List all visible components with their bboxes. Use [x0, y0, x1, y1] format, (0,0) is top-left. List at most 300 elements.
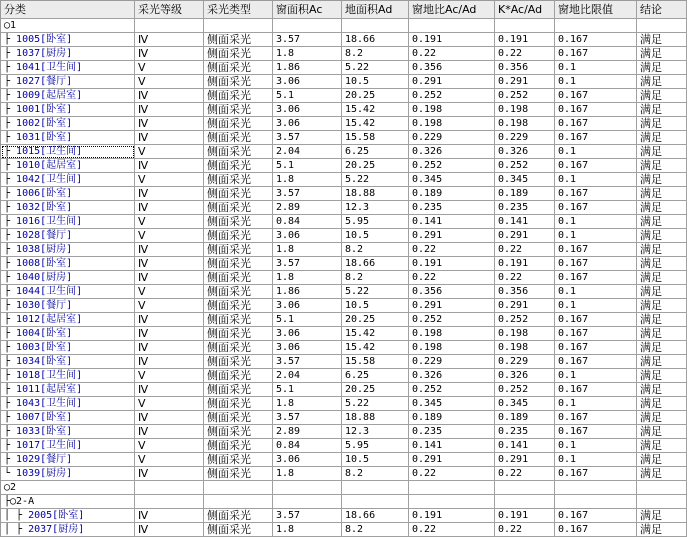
cell-lighting-grade: Ⅳ — [135, 509, 204, 523]
table-row[interactable] — [1, 285, 687, 299]
group-row[interactable] — [1, 495, 687, 509]
cell-window-floor-ratio: 0.252 — [409, 159, 495, 173]
table-row[interactable] — [1, 131, 687, 145]
group-row[interactable] — [1, 481, 687, 495]
empty-cell — [135, 481, 204, 495]
room-label-cell[interactable] — [1, 243, 135, 257]
table-row[interactable] — [1, 467, 687, 481]
cell-lighting-type: 侧面采光 — [204, 271, 273, 285]
cell-lighting-grade: Ⅳ — [135, 103, 204, 117]
room-label-cell[interactable] — [1, 425, 135, 439]
cell-floor-area: 10.5 — [342, 299, 409, 313]
cell-lighting-grade: Ⅳ — [135, 355, 204, 369]
room-label: 1044[卫生间] — [16, 286, 83, 297]
tree-branch-icon: ├ — [4, 104, 17, 115]
cell-ratio-limit: 0.1 — [555, 397, 637, 411]
cell-conclusion: 满足 — [637, 327, 687, 341]
room-label-cell[interactable] — [1, 383, 135, 397]
cell-k-ratio: 0.141 — [495, 215, 555, 229]
tree-branch-icon: ├ — [4, 48, 17, 59]
table-row[interactable] — [1, 159, 687, 173]
table-row[interactable] — [1, 397, 687, 411]
cell-window-floor-ratio: 0.22 — [409, 467, 495, 481]
cell-lighting-grade: Ⅴ — [135, 173, 204, 187]
cell-conclusion: 满足 — [637, 33, 687, 47]
cell-floor-area: 5.22 — [342, 397, 409, 411]
room-label: 1010[起居室] — [16, 160, 83, 171]
table-row[interactable] — [1, 439, 687, 453]
table-row[interactable] — [1, 215, 687, 229]
empty-cell — [637, 495, 687, 509]
room-label-cell[interactable] — [1, 173, 135, 187]
tree-branch-icon: ├ — [4, 160, 17, 171]
cell-floor-area: 5.22 — [342, 285, 409, 299]
room-label: 1007[卧室] — [16, 412, 73, 423]
cell-window-area: 3.57 — [273, 33, 342, 47]
room-label-cell[interactable] — [1, 215, 135, 229]
room-label-cell[interactable] — [1, 61, 135, 75]
room-label-cell[interactable] — [1, 467, 135, 481]
table-row[interactable] — [1, 327, 687, 341]
cell-window-area: 3.57 — [273, 131, 342, 145]
tree-branch-icon: │ ├ — [4, 524, 29, 535]
cell-window-area: 3.06 — [273, 453, 342, 467]
table-row[interactable] — [1, 33, 687, 47]
room-label-cell[interactable] — [1, 411, 135, 425]
cell-lighting-grade: Ⅳ — [135, 425, 204, 439]
empty-cell — [637, 19, 687, 33]
tree-branch-icon: ├ — [4, 398, 17, 409]
room-label-cell[interactable] — [1, 369, 135, 383]
cell-window-area: 3.06 — [273, 117, 342, 131]
cell-k-ratio: 0.22 — [495, 243, 555, 257]
cell-k-ratio: 0.252 — [495, 313, 555, 327]
cell-conclusion: 满足 — [637, 243, 687, 257]
cell-window-area: 0.84 — [273, 215, 342, 229]
cell-ratio-limit: 0.167 — [555, 117, 637, 131]
cell-lighting-type: 侧面采光 — [204, 145, 273, 159]
column-header-lighting-grade[interactable]: 采光等级 — [135, 1, 204, 19]
cell-window-floor-ratio: 0.326 — [409, 369, 495, 383]
column-header-category[interactable]: 分类 — [1, 1, 135, 19]
cell-conclusion: 满足 — [637, 201, 687, 215]
table-body — [1, 19, 687, 537]
tree-branch-icon: ├ — [4, 216, 17, 227]
cell-k-ratio: 0.252 — [495, 159, 555, 173]
cell-floor-area: 15.58 — [342, 131, 409, 145]
room-label-cell[interactable] — [1, 75, 135, 89]
room-label-cell[interactable] — [1, 103, 135, 117]
cell-window-area: 5.1 — [273, 383, 342, 397]
room-label-cell[interactable] — [1, 313, 135, 327]
cell-conclusion: 满足 — [637, 257, 687, 271]
cell-window-area: 1.86 — [273, 285, 342, 299]
cell-window-area: 1.8 — [273, 397, 342, 411]
room-label-cell[interactable] — [1, 201, 135, 215]
cell-ratio-limit: 0.1 — [555, 453, 637, 467]
cell-lighting-grade: Ⅴ — [135, 75, 204, 89]
table-row[interactable] — [1, 201, 687, 215]
table-row[interactable] — [1, 271, 687, 285]
cell-conclusion: 满足 — [637, 285, 687, 299]
cell-lighting-grade: Ⅳ — [135, 271, 204, 285]
cell-ratio-limit: 0.1 — [555, 75, 637, 89]
room-label-cell[interactable] — [1, 257, 135, 271]
cell-lighting-type: 侧面采光 — [204, 201, 273, 215]
cell-floor-area: 18.88 — [342, 411, 409, 425]
cell-window-area: 2.04 — [273, 369, 342, 383]
cell-k-ratio: 0.229 — [495, 131, 555, 145]
room-label-cell[interactable] — [1, 453, 135, 467]
cell-ratio-limit: 0.167 — [555, 355, 637, 369]
column-header-conclusion[interactable]: 结论 — [637, 1, 687, 19]
table-row[interactable] — [1, 453, 687, 467]
cell-lighting-grade: Ⅳ — [135, 243, 204, 257]
column-header-lighting-type[interactable]: 采光类型 — [204, 1, 273, 19]
tree-branch-icon: └ — [4, 468, 17, 479]
cell-ratio-limit: 0.167 — [555, 313, 637, 327]
cell-lighting-type: 侧面采光 — [204, 397, 273, 411]
cell-k-ratio: 0.356 — [495, 285, 555, 299]
cell-window-floor-ratio: 0.198 — [409, 327, 495, 341]
room-label: 1032[卧室] — [16, 202, 73, 213]
tree-branch-icon: │ ├ — [4, 510, 29, 521]
cell-window-floor-ratio: 0.356 — [409, 61, 495, 75]
cell-conclusion: 满足 — [637, 523, 687, 537]
table-row[interactable] — [1, 187, 687, 201]
cell-ratio-limit: 0.167 — [555, 47, 637, 61]
empty-cell — [555, 19, 637, 33]
room-label-cell[interactable] — [1, 131, 135, 145]
cell-k-ratio: 0.198 — [495, 341, 555, 355]
cell-lighting-grade: Ⅳ — [135, 131, 204, 145]
room-label: 1040[厨房] — [16, 272, 73, 283]
cell-ratio-limit: 0.167 — [555, 271, 637, 285]
cell-window-area: 0.84 — [273, 439, 342, 453]
room-label-cell[interactable] — [1, 187, 135, 201]
cell-conclusion: 满足 — [637, 369, 687, 383]
table-row[interactable] — [1, 411, 687, 425]
tree-branch-icon: ├ — [4, 300, 17, 311]
cell-k-ratio: 0.326 — [495, 369, 555, 383]
cell-lighting-type: 侧面采光 — [204, 229, 273, 243]
cell-ratio-limit: 0.1 — [555, 215, 637, 229]
cell-floor-area: 8.2 — [342, 523, 409, 537]
cell-lighting-type: 侧面采光 — [204, 159, 273, 173]
cell-window-floor-ratio: 0.235 — [409, 425, 495, 439]
cell-floor-area: 6.25 — [342, 369, 409, 383]
table-row[interactable] — [1, 243, 687, 257]
room-label-cell[interactable] — [1, 33, 135, 47]
cell-window-area: 2.89 — [273, 425, 342, 439]
cell-k-ratio: 0.356 — [495, 61, 555, 75]
cell-floor-area: 12.3 — [342, 425, 409, 439]
tree-branch-icon: ├ — [4, 62, 17, 73]
room-label-cell[interactable] — [1, 341, 135, 355]
cell-ratio-limit: 0.167 — [555, 243, 637, 257]
room-label: 1030[餐厅] — [16, 300, 73, 311]
room-label: 1033[卧室] — [16, 426, 73, 437]
room-label-cell[interactable] — [1, 327, 135, 341]
cell-lighting-grade: Ⅳ — [135, 117, 204, 131]
cell-lighting-type: 侧面采光 — [204, 243, 273, 257]
cell-lighting-type: 侧面采光 — [204, 47, 273, 61]
cell-k-ratio: 0.235 — [495, 425, 555, 439]
table-row[interactable] — [1, 257, 687, 271]
table-row[interactable] — [1, 299, 687, 313]
room-label: 1041[卫生间] — [16, 62, 83, 73]
cell-ratio-limit: 0.1 — [555, 439, 637, 453]
group-label[interactable]: ├◯2-A — [1, 495, 135, 509]
cell-ratio-limit: 0.1 — [555, 369, 637, 383]
cell-lighting-grade: Ⅳ — [135, 341, 204, 355]
empty-cell — [135, 495, 204, 509]
cell-lighting-type: 侧面采光 — [204, 341, 273, 355]
cell-conclusion: 满足 — [637, 145, 687, 159]
room-label-cell[interactable] — [1, 89, 135, 103]
cell-window-area: 1.8 — [273, 243, 342, 257]
cell-window-floor-ratio: 0.291 — [409, 75, 495, 89]
room-label-cell[interactable] — [1, 47, 135, 61]
cell-lighting-type: 侧面采光 — [204, 467, 273, 481]
cell-ratio-limit: 0.167 — [555, 341, 637, 355]
tree-branch-icon: ├ — [4, 412, 17, 423]
cell-window-area: 1.8 — [273, 523, 342, 537]
room-label-cell[interactable] — [1, 271, 135, 285]
cell-ratio-limit: 0.167 — [555, 159, 637, 173]
cell-floor-area: 10.5 — [342, 75, 409, 89]
empty-cell — [204, 495, 273, 509]
table-row[interactable] — [1, 173, 687, 187]
cell-window-area: 1.86 — [273, 61, 342, 75]
room-label-cell[interactable] — [1, 439, 135, 453]
room-label-cell[interactable] — [1, 285, 135, 299]
cell-k-ratio: 0.191 — [495, 257, 555, 271]
cell-k-ratio: 0.291 — [495, 75, 555, 89]
cell-window-floor-ratio: 0.252 — [409, 313, 495, 327]
cell-window-floor-ratio: 0.22 — [409, 271, 495, 285]
room-label: 1004[卧室] — [16, 328, 73, 339]
table-row[interactable] — [1, 383, 687, 397]
cell-window-area: 3.06 — [273, 103, 342, 117]
table-row[interactable] — [1, 313, 687, 327]
cell-ratio-limit: 0.167 — [555, 33, 637, 47]
room-label: 1011[起居室] — [16, 384, 83, 395]
room-label: 1037[厨房] — [16, 48, 73, 59]
cell-k-ratio: 0.22 — [495, 47, 555, 61]
room-label: 1028[餐厅] — [16, 230, 73, 241]
room-label-cell[interactable] — [1, 145, 135, 159]
cell-lighting-type: 侧面采光 — [204, 173, 273, 187]
room-label: 1017[卫生间] — [16, 440, 83, 451]
tree-branch-icon: ├ — [4, 356, 17, 367]
cell-k-ratio: 0.141 — [495, 439, 555, 453]
cell-window-area: 1.8 — [273, 271, 342, 285]
cell-ratio-limit: 0.167 — [555, 89, 637, 103]
cell-conclusion: 满足 — [637, 509, 687, 523]
cell-ratio-limit: 0.1 — [555, 61, 637, 75]
cell-window-area: 3.57 — [273, 355, 342, 369]
table-row[interactable] — [1, 509, 687, 523]
room-label-cell[interactable] — [1, 509, 135, 523]
cell-lighting-grade: Ⅳ — [135, 89, 204, 103]
cell-k-ratio: 0.326 — [495, 145, 555, 159]
table-row[interactable] — [1, 61, 687, 75]
group-label[interactable]: ◯1 — [1, 19, 135, 33]
cell-lighting-type: 侧面采光 — [204, 439, 273, 453]
cell-conclusion: 满足 — [637, 229, 687, 243]
cell-ratio-limit: 0.167 — [555, 201, 637, 215]
tree-branch-icon: ├ — [4, 244, 17, 255]
tree-branch-icon: ├ — [4, 174, 17, 185]
room-label-cell[interactable] — [1, 299, 135, 313]
room-label: 1008[卧室] — [16, 258, 73, 269]
cell-floor-area: 18.88 — [342, 187, 409, 201]
empty-cell — [495, 19, 555, 33]
cell-floor-area: 18.66 — [342, 509, 409, 523]
cell-conclusion: 满足 — [637, 341, 687, 355]
room-label: 1029[餐厅] — [16, 454, 73, 465]
room-label: 1018[卫生间] — [16, 370, 83, 381]
table-row[interactable] — [1, 75, 687, 89]
cell-conclusion: 满足 — [637, 103, 687, 117]
cell-lighting-type: 侧面采光 — [204, 299, 273, 313]
cell-window-area: 5.1 — [273, 159, 342, 173]
tree-branch-icon: ├ — [4, 230, 17, 241]
cell-ratio-limit: 0.167 — [555, 467, 637, 481]
table-row[interactable] — [1, 355, 687, 369]
cell-window-area: 2.89 — [273, 201, 342, 215]
cell-conclusion: 满足 — [637, 313, 687, 327]
cell-floor-area: 10.5 — [342, 229, 409, 243]
cell-window-floor-ratio: 0.326 — [409, 145, 495, 159]
cell-floor-area: 5.22 — [342, 173, 409, 187]
cell-lighting-type: 侧面采光 — [204, 215, 273, 229]
cell-conclusion: 满足 — [637, 215, 687, 229]
cell-window-floor-ratio: 0.252 — [409, 89, 495, 103]
cell-conclusion: 满足 — [637, 467, 687, 481]
room-label-cell[interactable] — [1, 117, 135, 131]
empty-cell — [409, 495, 495, 509]
cell-floor-area: 5.95 — [342, 439, 409, 453]
cell-floor-area: 8.2 — [342, 243, 409, 257]
cell-lighting-grade: Ⅴ — [135, 397, 204, 411]
cell-lighting-grade: Ⅴ — [135, 369, 204, 383]
cell-lighting-type: 侧面采光 — [204, 61, 273, 75]
cell-conclusion: 满足 — [637, 439, 687, 453]
cell-ratio-limit: 0.167 — [555, 327, 637, 341]
table-row[interactable] — [1, 425, 687, 439]
cell-lighting-grade: Ⅳ — [135, 467, 204, 481]
cell-window-floor-ratio: 0.191 — [409, 33, 495, 47]
tree-branch-icon: ├ — [4, 272, 17, 283]
cell-window-floor-ratio: 0.141 — [409, 215, 495, 229]
cell-floor-area: 8.2 — [342, 467, 409, 481]
cell-k-ratio: 0.22 — [495, 467, 555, 481]
room-label: 2005[卧室] — [28, 510, 85, 521]
empty-cell — [495, 481, 555, 495]
cell-window-floor-ratio: 0.189 — [409, 411, 495, 425]
room-label: 1038[厨房] — [16, 244, 73, 255]
cell-conclusion: 满足 — [637, 397, 687, 411]
cell-lighting-grade: Ⅴ — [135, 453, 204, 467]
cell-conclusion: 满足 — [637, 355, 687, 369]
cell-floor-area: 20.25 — [342, 159, 409, 173]
empty-cell — [409, 481, 495, 495]
column-header-window-area[interactable]: 窗面积Ac — [273, 1, 342, 19]
cell-floor-area: 15.42 — [342, 327, 409, 341]
empty-cell — [342, 19, 409, 33]
table-row[interactable] — [1, 117, 687, 131]
tree-branch-icon: ├ — [4, 342, 17, 353]
room-label: 1016[卫生间] — [16, 216, 83, 227]
cell-ratio-limit: 0.167 — [555, 131, 637, 145]
table-row[interactable] — [1, 103, 687, 117]
cell-ratio-limit: 0.167 — [555, 383, 637, 397]
table-row[interactable] — [1, 89, 687, 103]
column-header-k-ratio[interactable]: K*Ac/Ad — [495, 1, 555, 19]
cell-lighting-grade: Ⅴ — [135, 145, 204, 159]
empty-cell — [135, 19, 204, 33]
room-label: 1003[卧室] — [16, 342, 73, 353]
cell-k-ratio: 0.291 — [495, 453, 555, 467]
empty-cell — [409, 19, 495, 33]
cell-lighting-type: 侧面采光 — [204, 523, 273, 537]
column-header-window-floor-ratio[interactable]: 窗地比Ac/Ad — [409, 1, 495, 19]
group-label[interactable]: ◯2 — [1, 481, 135, 495]
group-row[interactable] — [1, 19, 687, 33]
cell-ratio-limit: 0.1 — [555, 299, 637, 313]
cell-lighting-type: 侧面采光 — [204, 103, 273, 117]
table-row[interactable] — [1, 47, 687, 61]
cell-window-floor-ratio: 0.22 — [409, 47, 495, 61]
table-row[interactable] — [1, 145, 687, 159]
room-label-cell[interactable] — [1, 159, 135, 173]
cell-window-area: 1.8 — [273, 467, 342, 481]
cell-k-ratio: 0.191 — [495, 509, 555, 523]
cell-ratio-limit: 0.1 — [555, 145, 637, 159]
room-label-cell[interactable] — [1, 355, 135, 369]
column-header-ratio-limit[interactable]: 窗地比限值 — [555, 1, 637, 19]
cell-conclusion: 满足 — [637, 425, 687, 439]
room-label-cell[interactable] — [1, 397, 135, 411]
cell-k-ratio: 0.252 — [495, 89, 555, 103]
cell-window-area: 3.06 — [273, 341, 342, 355]
cell-k-ratio: 0.198 — [495, 327, 555, 341]
cell-floor-area: 15.58 — [342, 355, 409, 369]
tree-branch-icon: ├ — [4, 146, 17, 157]
cell-floor-area: 20.25 — [342, 383, 409, 397]
tree-branch-icon: ├ — [4, 440, 17, 451]
table-row[interactable] — [1, 341, 687, 355]
table-row[interactable] — [1, 229, 687, 243]
empty-cell — [495, 495, 555, 509]
cell-conclusion: 满足 — [637, 173, 687, 187]
cell-lighting-type: 侧面采光 — [204, 509, 273, 523]
cell-window-area: 3.06 — [273, 327, 342, 341]
cell-conclusion: 满足 — [637, 453, 687, 467]
cell-lighting-type: 侧面采光 — [204, 355, 273, 369]
column-header-floor-area[interactable]: 地面积Ad — [342, 1, 409, 19]
room-label: 1027[餐厅] — [16, 76, 73, 87]
room-label-cell[interactable] — [1, 229, 135, 243]
cell-floor-area: 5.22 — [342, 61, 409, 75]
cell-window-floor-ratio: 0.191 — [409, 257, 495, 271]
table-row[interactable] — [1, 369, 687, 383]
cell-window-floor-ratio: 0.229 — [409, 131, 495, 145]
cell-lighting-type: 侧面采光 — [204, 75, 273, 89]
cell-window-area: 2.04 — [273, 145, 342, 159]
